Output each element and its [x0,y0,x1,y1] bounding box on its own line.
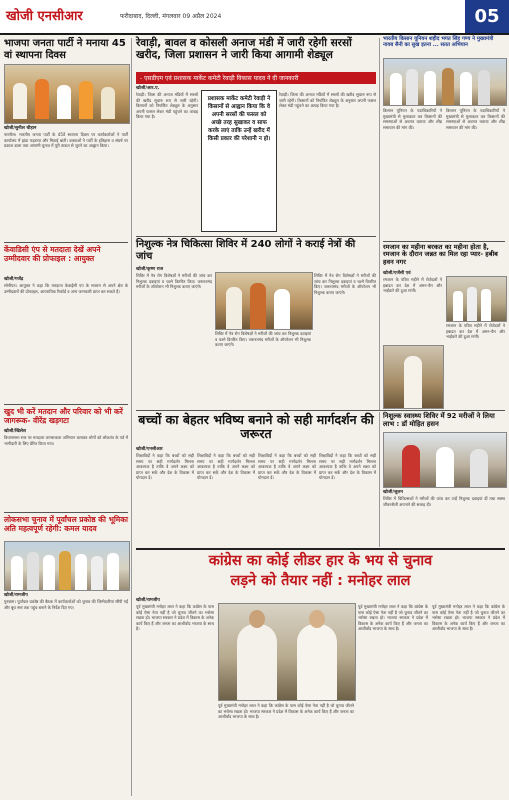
eye-camp-body-continued: शिविर में नेत्र रोग विशेषज्ञों ने मरीजों की जांच कर निशुल्क दवाइयां व चश्मे वितरित किए। जरूरतमंद मरीजों के ऑपरेशन भी निशुल्क कराए जाएंगे। [215,331,311,347]
congress-photo [218,603,356,701]
banner-quote-box [201,90,277,232]
health-body: शिविर में चिकित्सकों ने मरीजों की जांच कर उन्हें निशुल्क दवाइयां दीं तथा स्वस्थ जीवनशैली अपनाने की सलाह दी। [383,496,505,507]
farmer-body: किसान यूनियन के पदाधिकारियों ने मुख्यमंत्री से मुलाकात कर किसानों की समस्याओं से अवगत कराया और शीघ्र समाधान की मांग की। [383,108,442,130]
ramzan-body-continued: रमजान के पवित्र महीने में रोजेदारों ने इबादत कर देश में अमन-चैन और भाईचारे की दुआ मांगी। [446,323,505,339]
kharagpur-headline: खुद भी करें मतदान और परिवार को भी करें जागरूक- वीरेंद्र खड़गटा [4,407,123,425]
bjp-byline: खोजी/सुनील चौहान [4,126,37,131]
bjp-headline: भाजपा जनता पार्टी ने मनाया 45 वां स्थापना दिवस [4,38,126,61]
column-rule [131,38,132,796]
congress-headline-line2: लड़ने को तैयार नहीं : मनोहर लाल [230,573,411,589]
children-body-col2: शिक्षाविदों ने कहा कि बच्चों को सही समय पर सही मार्गदर्शन मिलना आवश्यक है ताकि वे अपने लक्ष्य को प्राप्त कर सकें और देश के विकास में योगदान दें। [197,453,255,480]
health-headline: निशुल्क स्वास्थ्य शिविर में 92 मरीजों ने लिया लाभ : डॉ मोहित हसन [383,412,495,428]
sonipat-body: सोनीपत। आयुक्त ने कहा कि मतदाता केवाईसी एप के माध्यम से अपने क्षेत्र के उम्मीदवारों की प्रोफाइल, आपराधिक रिकॉर्ड व अन्य जानकारी प्राप्त कर सकते हैं। [4,283,128,294]
congress-byline: खोजी/रामजीप [136,598,160,603]
divider [4,512,128,513]
eye-camp-byline: खोजी/कृष्ण राज [136,267,164,272]
lok-sabha-photo [4,541,130,591]
banner-body-continued: रेवाड़ी। जिला की अनाज मंडियों में सरसों की खरीद सुचारु रूप से जारी रहेगी। किसानों को निर्धारित शेड्यूल के अनुसार अपनी फसल लेकर मंडी पहुंचने का आग्रह किया गया है। [279,92,376,108]
column-rule [379,38,380,410]
children-body-col3: शिक्षाविदों ने कहा कि बच्चों को सही समय पर सही मार्गदर्शन मिलना आवश्यक है ताकि वे अपने लक्ष्य को प्राप्त कर सकें और देश के विकास में योगदान दें। [258,453,316,480]
children-body-col4: शिक्षाविदों ने कहा कि बच्चों को सही समय पर सही मार्गदर्शन मिलना आवश्यक है ताकि वे अपने लक्ष्य को प्राप्त कर सकें और देश के विकास में योगदान दें। [319,453,376,480]
ramzan-headline: रमजान का महीना बरकत का महीना होता है, रमजान के दौरान जन्नत का मिल रहा प्यार- हबीब हवन नगर [383,243,498,266]
date-line: फरीदाबाद, दिल्ली, मंगलवार 09 अप्रैल 2024 [120,13,222,20]
column-rule [379,412,380,547]
newspaper-name: खोजी एनसीआर [6,9,83,24]
children-headline: बच्चों का बेहतर भविष्य बनाने को सही मार्गदर्शन की जरूरत [138,412,374,442]
lok-sabha-byline: खोजी/रामजीप [4,593,28,598]
congress-body-below-photo: पूर्व मुख्यमंत्री मनोहर लाल ने कहा कि कांग्रेस के पास कोई ऐसा नेता नहीं है जो चुनाव जीतने का भरोसा रखता हो। भाजपा सरकार ने प्रदेश में विकास के अनेक कार्य किए हैं और जनता का आशीर्वाद भाजपा के साथ है। [218,703,354,719]
congress-headline-line1: कांग्रेस का कोई लीडर हार के भय से चुनाव [208,553,433,569]
banner-byline: खोजी/आर.ए. [136,86,160,91]
kharagpur-byline: खोजी/खिलेश [4,429,26,434]
farmer-body-continued: किसान यूनियन के पदाधिकारियों ने मुख्यमंत्री से मुलाकात कर किसानों की समस्याओं से अवगत कराया और शीघ्र समाधान की मांग की। [446,108,505,130]
divider [4,404,128,405]
sonipat-byline: खोजी/गजेंद्र [4,277,24,282]
eye-camp-body: शिविर में नेत्र रोग विशेषज्ञों ने मरीजों की जांच कर निशुल्क दवाइयां व चश्मे वितरित किए। जरूरतमंद मरीजों के ऑपरेशन भी निशुल्क कराए जाएंगे। [136,273,212,289]
divider [136,410,505,411]
eye-camp-photo [215,272,313,330]
page-number: 05 [465,0,509,33]
divider [4,242,128,243]
health-byline: खोजी/जुलन [383,490,403,495]
banner-quote: प्रशासक मार्केट कमेटी रेवाड़ी ने किसानों से आह्वान किया कि वे अपनी सरसों की फसल को अच्छे तरह सुखाकर व साफ करके लाएं ताकि उन्हें खरीद में किसी प्रकार की परेशानी न हो। [207,96,271,142]
ramzan-photo-2 [383,345,444,409]
masthead [0,0,509,35]
children-byline: खोजी/एनसीआर [136,447,163,452]
banner-headline: रेवाड़ी, बावल व कोसली अनाज मंडी में जारी रहेगी सरसों खरीद, जिला प्रशासन ने जारी किया आगामी शेड्यूल [136,37,352,62]
ramzan-byline: खोजी/एजेंसी एवं [383,271,411,276]
ramzan-photo [446,276,507,322]
congress-body-col3: पूर्व मुख्यमंत्री मनोहर लाल ने कहा कि कांग्रेस के पास कोई ऐसा नेता नहीं है जो चुनाव जीतने का भरोसा रखता हो। भाजपा सरकार ने प्रदेश में विकास के अनेक कार्य किए हैं और जनता का आशीर्वाद भाजपा के साथ है। [358,604,428,631]
sonipat-headline: केंवाडिसी एंप से मतदाता देखें अपने उम्मीदवार की प्रोफाइल : आयुक्त [4,245,101,263]
banner-strap: - एसडीएम एवं प्रशासक मार्केट कमेटी रेवाड़ी विकास यादव ने दी जानकारी [136,72,376,84]
ramzan-body: रमजान के पवित्र महीने में रोजेदारों ने इबादत कर देश में अमन-चैन और भाईचारे की दुआ मांगी। [383,277,442,293]
divider [383,241,505,242]
farmer-photo [383,58,507,106]
kharagpur-body: विधानसभा स्तर पर मतदाता जागरूकता अभियान चलाकर लोगों को लोकतंत्र के पर्व में भागीदारी के लिए प्रेरित किया गया। [4,435,128,446]
divider [136,236,376,237]
children-body: शिक्षाविदों ने कहा कि बच्चों को सही समय पर सही मार्गदर्शन मिलना आवश्यक है ताकि वे अपने लक्ष्य को प्राप्त कर सकें और देश के विकास में योगदान दें। [136,453,194,480]
bjp-photo [4,64,130,124]
lok-sabha-body: गुरुग्राम। पूर्वांचल प्रकोष्ठ की बैठक में कार्यकर्ताओं को चुनाव की जिम्मेदारियां सौंपी गईं और बूथ स्तर तक पहुंच बनाने के निर्देश दिए गए। [4,599,128,610]
bjp-body: नारनौल। भारतीय जनता पार्टी के 45वें स्थापना दिवस पर कार्यकर्ताओं ने पार्टी कार्यालय में झंडा फहराया और मिठाई बांटी। वक्ताओं ने पार्टी के इतिहास व संघर्ष पर प्रकाश डाला तथा आगामी चुनाव में पूरी ताकत से जुटने का आह्वान किया। [4,132,128,148]
divider [136,548,505,550]
eye-camp-headline: निशुल्क नेत्र चिकित्सा शिविर में 240 लोगों ने कराई नेत्रों की जांच [136,239,356,262]
congress-body: पूर्व मुख्यमंत्री मनोहर लाल ने कहा कि कांग्रेस के पास कोई ऐसा नेता नहीं है जो चुनाव जीतने का भरोसा रखता हो। भाजपा सरकार ने प्रदेश में विकास के अनेक कार्य किए हैं और जनता का आशीर्वाद भाजपा के साथ है। [136,604,214,631]
eye-camp-body-col3: शिविर में नेत्र रोग विशेषज्ञों ने मरीजों की जांच कर निशुल्क दवाइयां व चश्मे वितरित किए। जरूरतमंद मरीजों के ऑपरेशन भी निशुल्क कराए जाएंगे। [314,273,376,295]
lok-sabha-headline: लोकसभा चुनाव में पूर्वांचल प्रकोष्ठ की भूमिका अति महत्वपूर्ण रहेगी: कमल यादव [4,515,128,533]
health-photo [383,432,507,488]
farmer-headline: भारतीय किसान यूनियन शहीद भगत सिंह गण्य ने मुख्यमंत्री नायब सैनी का सुख इतना ... सतत अभियान [383,36,494,48]
banner-body: रेवाड़ी। जिला की अनाज मंडियों में सरसों की खरीद सुचारु रूप से जारी रहेगी। किसानों को निर्धारित शेड्यूल के अनुसार अपनी फसल लेकर मंडी पहुंचने का आग्रह किया गया है। [136,92,198,119]
congress-body-col4: पूर्व मुख्यमंत्री मनोहर लाल ने कहा कि कांग्रेस के पास कोई ऐसा नेता नहीं है जो चुनाव जीतने का भरोसा रखता हो। भाजपा सरकार ने प्रदेश में विकास के अनेक कार्य किए हैं और जनता का आशीर्वाद भाजपा के साथ है। [432,604,505,631]
